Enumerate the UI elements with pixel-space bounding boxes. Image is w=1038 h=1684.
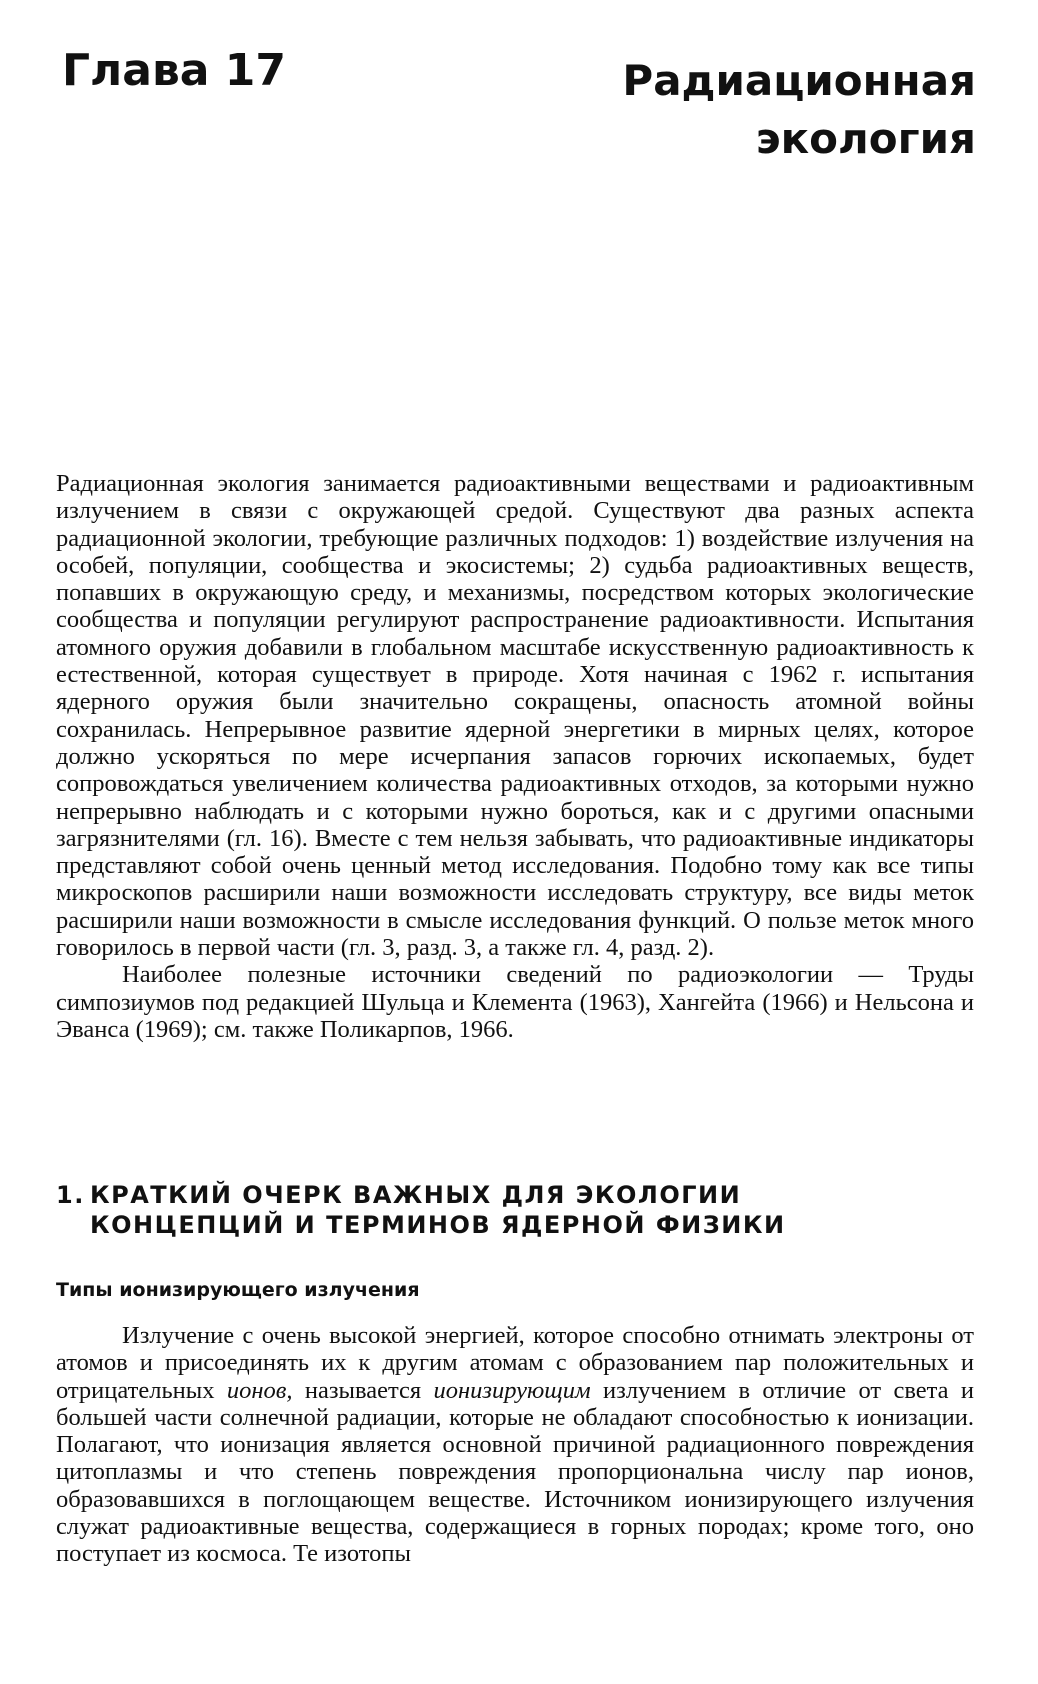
chapter-title-line-1: Радиационная — [622, 56, 976, 105]
term-ionizing: ионизирующим — [433, 1376, 591, 1404]
chapter-title — [622, 52, 976, 168]
section-text-part-3: излучением в отличие от света и большей части солнечной радиации, которые не обладают способностью к ионизации. Полагают, что ионизация является основной причиной радиационного повреждения цитоплазмы и что степень повреждения пропорциональна числу пар ионов, образовавшихся в поглощающем веществе. Источником ионизирующего излучения служат радиоактивные вещества, содержащиеся в горных породах; кроме того, оно поступает из космоса. Те изотопы — [56, 1376, 974, 1568]
intro-paragraph-2: Наиболее полезные источники сведений по радиоэкологии — Труды симпозиумов под редакцией Шульца и Клемента (1963), Хангейта (1966) и Нельсона и Эванса (1969); см. также Поликарпов, 1966. — [56, 961, 974, 1043]
section-number: 1. — [56, 1181, 85, 1209]
subsection-heading: Типы ионизирующего излучения — [56, 1279, 420, 1301]
chapter-label: Глава 17 — [62, 45, 287, 96]
section-text — [56, 1322, 974, 1568]
section-text-part-2: называется — [292, 1376, 434, 1404]
section-title-line-1: КРАТКИЙ ОЧЕРК ВАЖНЫХ ДЛЯ ЭКОЛОГИИ — [90, 1181, 742, 1209]
intro-text — [56, 470, 974, 1043]
section-paragraph-1 — [56, 1322, 974, 1568]
term-ions: ионов, — [226, 1376, 293, 1404]
chapter-title-line-2: экология — [755, 114, 976, 163]
intro-paragraph-1: Радиационная экология занимается радиоактивными веществами и радиоактивным излучением в связи с окружающей средой. Существуют два разных аспекта радиационной экологии, требующие различных подходов: 1) воздействие излучения на особей, популяции, сообщества и экосистемы; 2) судьба радиоактивных веществ, попавших в окружающую среду, и механизмы, посредством которых экологические сообщества и популяции регулируют распространение радиоактивности. Испытания атомного оружия добавили в глобальном масштабе искусственную радиоактивность к естественной, которая существует в природе. Хотя начиная с 1962 г. испытания ядерного оружия были значительно сокращены, опасность атомной войны сохранилась. Непрерывное развитие ядерной энергетики в мирных целях, которое должно ускоряться по мере исчерпания запасов горючих ископаемых, будет сопровождаться увеличением количества радиоактивных отходов, за которыми нужно непрерывно наблюдать и с которыми нужно бороться, как и с другими опасными загрязнителями (гл. 16). Вместе с тем нельзя забывать, что радиоактивные индикаторы представляют собой очень ценный метод исследования. Подобно тому как все типы микроскопов расширили наши возможности исследовать структуру, все виды меток расширили наши возможности в смысле исследования функций. О пользе меток много говорилось в первой части (гл. 3, разд. 3, а также гл. 4, разд. 2). — [56, 470, 974, 962]
section-text-part-1: Излучение с очень высокой энергией, которое способно отнимать электроны от атомов и присоединять их к другим атомам с образованием пар положительных и отрицательных — [56, 1322, 974, 1404]
section-title-line-2: КОНЦЕПЦИЙ И ТЕРМИНОВ ЯДЕРНОЙ ФИЗИКИ — [90, 1211, 786, 1239]
section-heading — [56, 1180, 974, 1240]
